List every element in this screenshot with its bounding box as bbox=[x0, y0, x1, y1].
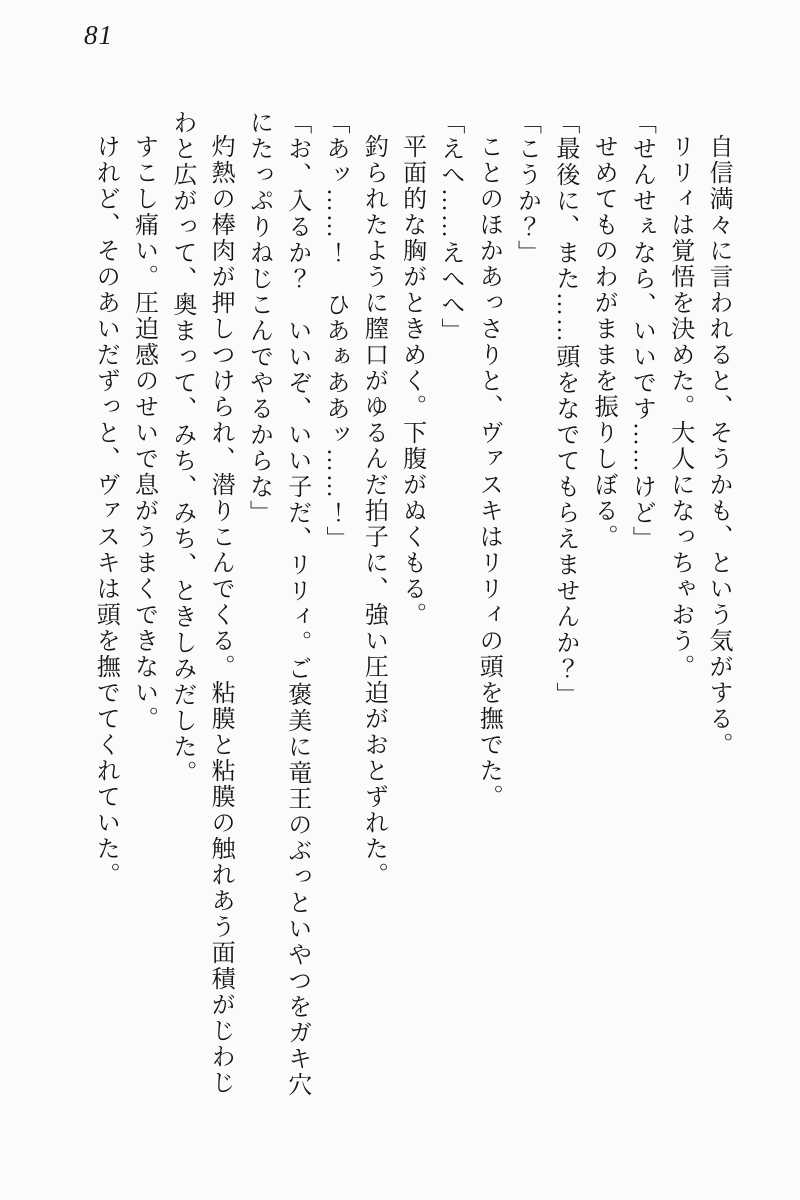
text-line: わと広がって、奥まって、みち、みち、ときしみだした。 bbox=[168, 110, 195, 786]
text-line: けれど、そのあいだずっと、ヴァスキは頭を撫でてくれていた。 bbox=[92, 134, 119, 888]
text-line: にたっぷりねじこんでやるからな」 bbox=[245, 110, 272, 526]
text-line: 「お、入るか？ いいぞ、いい子だ、リリィ。ご褒美に竜王のぶっといやつをガキ穴 bbox=[283, 110, 310, 1098]
text-line: 「えへ……えへへ」 bbox=[436, 110, 463, 344]
text-line: 「こうか？」 bbox=[513, 110, 540, 266]
text-block bbox=[86, 110, 737, 1125]
page-number: 81 bbox=[84, 20, 113, 50]
text-line: 「あッ……！ ひあぁああッ……！」 bbox=[322, 110, 349, 552]
text-line: ことのほかあっさりと、ヴァスキはリリィの頭を撫でた。 bbox=[475, 134, 502, 810]
text-line: せめてものわがままを振りしぼる。 bbox=[590, 134, 617, 550]
text-line: 灼熱の棒肉が押しつけられ、潜りこんでくる。粘膜と粘膜の触れあう面積がじわじ bbox=[207, 134, 234, 1096]
text-line: 「せんせぇなら、いいです……けど」 bbox=[628, 110, 655, 552]
text-line: すこし痛い。圧迫感のせいで息がうまくできない。 bbox=[130, 134, 157, 732]
text-line: 釣られたように膣口がゆるんだ拍子に、強い圧迫がおとずれた。 bbox=[360, 134, 387, 888]
text-line: 平面的な胸がときめく。下腹がぬくもる。 bbox=[398, 134, 425, 628]
text-line: リリィは覚悟を決めた。大人になっちゃおう。 bbox=[666, 134, 693, 680]
text-line: 「最後に、また……頭をなでてもらえませんか？」 bbox=[551, 110, 578, 708]
text-line: 自信満々に言われると、そうかも、という気がする。 bbox=[705, 134, 731, 758]
